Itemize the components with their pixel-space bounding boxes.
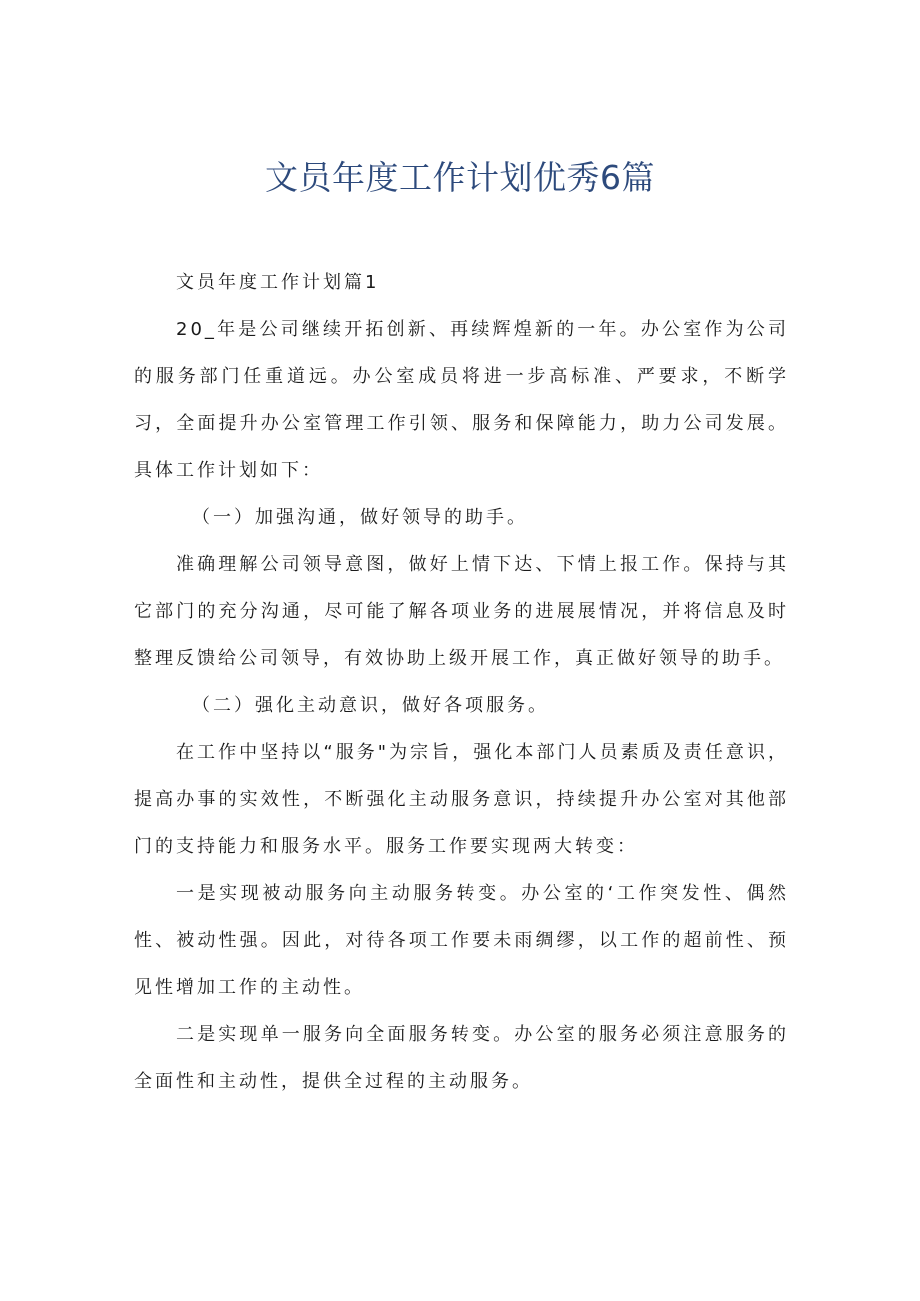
paragraph-intro: 20_年是公司继续开拓创新、再续辉煌新的一年。办公室作为公司的服务部门任重道远。办公室成员将进一步高标准、严要求，不断学习，全面提升办公室管理工作引领、服务和保障能力，助力公司发展。具体工作计划如下： bbox=[134, 319, 789, 481]
document-body bbox=[134, 259, 789, 1105]
paragraph-communication: 准确理解公司领导意图，做好上情下达、下情上报工作。保持与其它部门的充分沟通，尽可能了解各项业务的进展展情况，并将信息及时整理反馈给公司领导，有效协助上级开展工作，真正做好领导的助手。 bbox=[134, 554, 789, 669]
section-title: 文员年度工作计划篇1 bbox=[176, 272, 380, 293]
subheading-communication: （一）加强沟通，做好领导的助手。 bbox=[192, 507, 528, 528]
paragraph-transition-two: 二是实现单一服务向全面服务转变。办公室的服务必须注意服务的全面性和主动性，提供全过程的主动服务。 bbox=[134, 1024, 789, 1092]
document-title: 文员年度工作计划优秀6篇 bbox=[265, 158, 655, 197]
paragraph-service: 在工作中坚持以“服务"为宗旨，强化本部门人员素质及责任意识，提高办事的实效性，不断强化主动服务意识，持续提升办公室对其他部门的支持能力和服务水平。服务工作要实现两大转变： bbox=[134, 742, 789, 857]
paragraph-transition-one: 一是实现被动服务向主动服务转变。办公室的‘工作突发性、偶然性、被动性强。因此，对待各项工作要未雨绸缪，以工作的超前性、预见性增加工作的主动性。 bbox=[134, 883, 789, 998]
subheading-service: （二）强化主动意识，做好各项服务。 bbox=[192, 695, 549, 716]
